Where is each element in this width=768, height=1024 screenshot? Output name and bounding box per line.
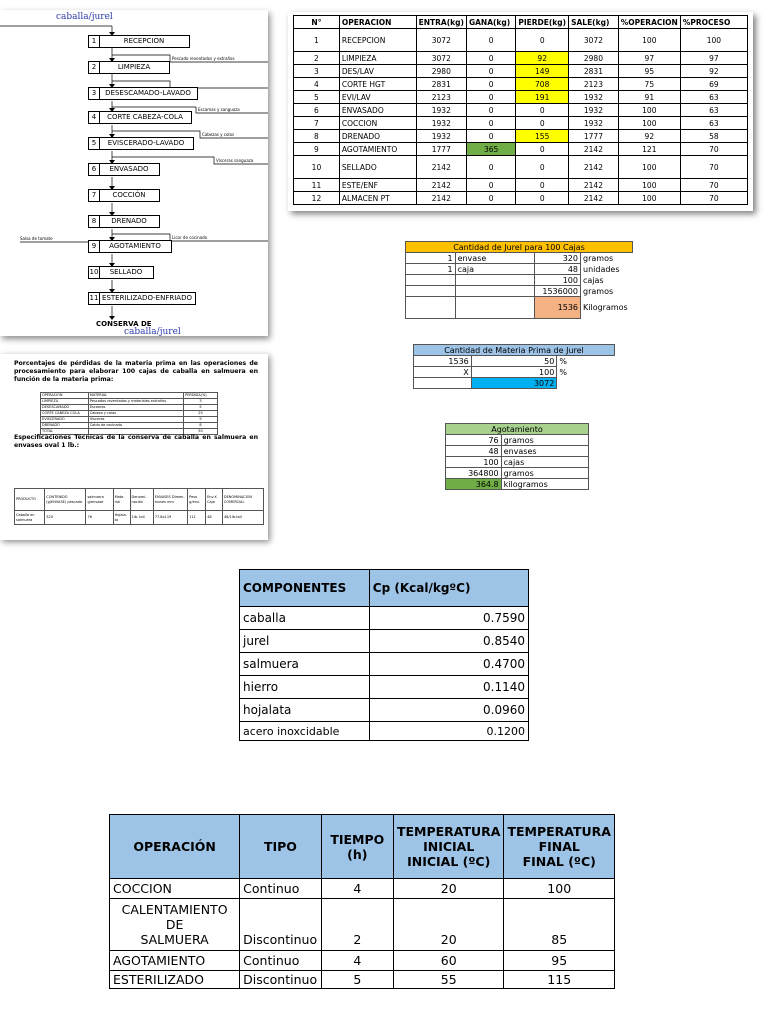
jurel-quantity-table	[405, 241, 633, 319]
agotamiento-title: Agotamiento	[446, 424, 589, 435]
table-row: 100 cajas	[406, 275, 633, 286]
col-header: TEMPERATURA INICIAL INICIAL (ºC)	[393, 815, 504, 879]
raw-material-title: Cantidad de Materia Prima de Jurel	[414, 345, 615, 356]
table-row: 10 SELLADO 2142 0 0 2142 100 70	[294, 156, 748, 179]
table-row: 100 cajas	[446, 457, 589, 468]
side-note-corte: Cabezas y colas	[202, 132, 235, 137]
flow-step-2: 2 LIMPIEZA	[88, 61, 170, 74]
col-header: OPERACIÓN	[110, 815, 240, 879]
mass-balance-table	[293, 15, 748, 205]
table-row: jurel 0.8540	[240, 630, 529, 653]
table-row: 7 COCCION 1932 0 0 1932 100 63	[294, 117, 748, 130]
table-row: hierro 0.1140	[240, 676, 529, 699]
product-label-2: caballa/jurel	[124, 327, 181, 337]
side-note-desescamado: Escamas y sanguaza	[198, 107, 240, 112]
product-label-1: CONSERVA DE	[96, 320, 152, 328]
flow-step-9: 9 AGOTAMIENTO	[88, 240, 172, 253]
table-row: 364800 gramos	[446, 468, 589, 479]
table-row: DESESCAMADO Escamas 5	[41, 405, 218, 411]
loss-paragraph: Porcentajes de pérdidas de la materia prima en las operaciones de procesamiento para elaborar 100 cajas de caballa en salmuera en función de la materia prima:	[14, 360, 258, 383]
col-header: GANA(kg)	[466, 16, 515, 29]
col-header: ENTRA(kg)	[416, 16, 466, 29]
col-header: COMPONENTES	[240, 570, 370, 607]
col-header: TIEMPO (h)	[321, 815, 393, 879]
table-row: 76 gramos	[446, 435, 589, 446]
table-row: LIMPIEZA Pescados reventados y materiales extraños 3	[41, 399, 218, 405]
col-header: PIERDE(kg)	[516, 16, 569, 29]
table-row: X 100 %	[414, 367, 615, 378]
table-row: 11 ESTE/ENF 2142 0 0 2142 100 70	[294, 179, 748, 192]
mass-balance-body	[294, 29, 748, 205]
process-flow-diagram	[0, 10, 268, 336]
col-header: Cp (Kcal/kgºC)	[369, 570, 528, 607]
table-row: 6 ENVASADO 1932 0 0 1932 100 63	[294, 104, 748, 117]
col-header: N°	[294, 16, 340, 29]
jurel-table-title: Cantidad de Jurel para 100 Cajas	[406, 242, 633, 253]
table-row: hojalata 0.0960	[240, 699, 529, 722]
operations-table	[109, 814, 615, 989]
table-row: 1 caja 48 unidades	[406, 264, 633, 275]
agotamiento-result: 364.8	[446, 479, 502, 490]
mass-balance-sheet	[288, 12, 753, 211]
raw-material-table	[413, 344, 615, 389]
table-row: caballa 0.7590	[240, 607, 529, 630]
flow-step-5: 5 EVISCERADO-LAVADO	[88, 137, 194, 150]
table-row: 4 CORTE HGT 2831 0 708 2123 75 69	[294, 78, 748, 91]
flow-step-10: 10 SELLADO	[88, 266, 154, 279]
agotamiento-table	[445, 423, 589, 490]
table-row: 3 DES/LAV 2980 0 149 2831 95 92	[294, 65, 748, 78]
table-header-row	[240, 570, 529, 607]
flow-step-3: 3 DESESCAMADO-LAVADO	[88, 87, 198, 100]
table-row: 1 envase 320 gramos	[406, 253, 633, 264]
table-row: DRENADO Caldo de cocinado 8	[41, 423, 218, 429]
table-row: Caballa en salmuera 320 76 Hojala-ta 1lb. tall 77.8x119 111 48 48/1lb-tall	[15, 511, 264, 525]
table-header-row	[294, 16, 748, 29]
table-row: salmuera 0.4700	[240, 653, 529, 676]
flow-step-4: 4 CORTE CABEZA-COLA	[88, 111, 192, 124]
col-header: OPERACION	[339, 16, 416, 29]
table-row: 8 DRENADO 1932 0 155 1777 92 58	[294, 130, 748, 143]
table-row: 12 ALMACEN PT 2142 0 0 2142 100 70	[294, 192, 748, 205]
table-row: 1536 50 %	[414, 356, 615, 367]
components-cp-table	[239, 569, 529, 741]
table-row: 1536 Kilogramos	[406, 297, 633, 319]
flow-step-6: 6 ENVASADO	[88, 163, 160, 176]
table-row: 1 RECEPCION 3072 0 0 3072 100 100	[294, 29, 748, 52]
table-row: 48 envases	[446, 446, 589, 457]
col-header: SALE(kg)	[569, 16, 619, 29]
table-row: 9 AGOTAMIENTO 1777 365 0 2142 121 70	[294, 143, 748, 156]
col-header: %OPERACION	[618, 16, 680, 29]
table-row: CALENTAMIENTO DE SALMUERA Discontinuo 2 20 85	[110, 899, 615, 951]
table-row: acero inoxcidable 0.1200	[240, 722, 529, 741]
table-row: EVISCERADO Vísceras 9	[41, 417, 218, 423]
col-header: %PROCESO	[680, 16, 747, 29]
table-row: ESTERILIZADO Discontinuo 5 55 115	[110, 971, 615, 989]
spec-paragraph: Especificaciones Técnicas de la conserva de caballa en salmuera en envases oval 1 lb.:	[14, 434, 258, 449]
raw-material-result: 3072	[471, 378, 557, 389]
col-header: TEMPERATURA FINAL FINAL (ºC)	[504, 815, 615, 879]
flow-step-7: 7 COCCIÓN	[88, 189, 160, 202]
table-header-row	[110, 815, 615, 879]
side-note-limpieza: Pescado reventados y extraños	[172, 56, 235, 61]
table-row: CORTE CABEZA COLA Cabeza y colas 25	[41, 411, 218, 417]
table-row: TOTAL 50	[41, 429, 218, 435]
raw-material-label: caballa/jurel	[56, 12, 113, 22]
table-row: 1536000 gramos	[406, 286, 633, 297]
table-row: 5 EVI/LAV 2123 0 191 1932 91 63	[294, 91, 748, 104]
loss-table: OPERACIÓN MATERIAL PERDIDA(%) LIMPIEZA Pescados reventados y materiales extraños 3 DESESCAMADO Escamas 5 CORTE CABEZA COLA Cabeza y colas 25 EVISCERADO Vísceras 9 DRENADO Caldo de cocinado 8 TOTAL 50	[40, 392, 218, 435]
flow-step-8: 8 DRENADO	[88, 215, 160, 228]
table-row: COCCION Continuo 4 20 100	[110, 879, 615, 899]
jurel-result-cell: 1536	[535, 297, 581, 319]
loss-spec-document	[0, 354, 268, 540]
col-header: TIPO	[240, 815, 322, 879]
side-note-drenado: Licor de cocinado	[172, 235, 208, 240]
table-row: AGOTAMIENTO Continuo 4 60 95	[110, 951, 615, 971]
table-row: 364.8 kilogramos	[446, 479, 589, 490]
spec-table: PRODUCTO CONTENIDO (g/ENVASE) pescado salmuera g/envase Mate-rial Denomi-nación ENVASES Dimen-siones mm Peso g/env. Env.X Caja DENOMINACION COMERCIAL Caballa en salmuera 320 76 Hojala-ta 1lb. tall 77.8x119 111 48 48/1lb-tall	[14, 488, 264, 525]
table-row	[414, 378, 615, 389]
side-note-salsa: Salsa de tomate	[20, 236, 53, 241]
side-note-eviscerado: Vísceras sanguaza	[216, 158, 254, 163]
flow-step-1: 1 RECEPCION	[88, 35, 190, 48]
flow-step-11: 11 ESTERILIZADO-ENFRIADO	[88, 292, 196, 305]
table-row: 2 LIMPIEZA 3072 0 92 2980 97 97	[294, 52, 748, 65]
